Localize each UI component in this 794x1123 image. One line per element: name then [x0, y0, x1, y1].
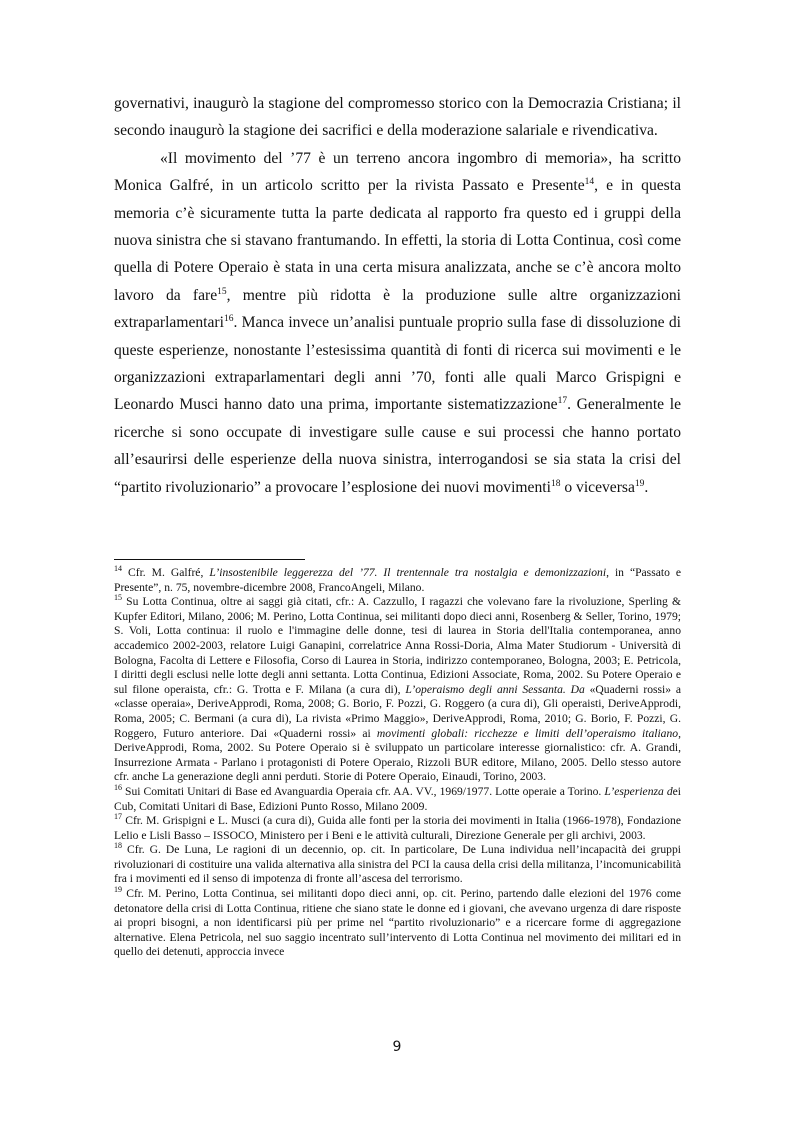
footnote-16: $^{16}$ Sui Comitati Unitari di Base ed Avanguardia Operaia cfr. AA. VV., 1969/1977. Lotte operaie a Torino. L’esperienza dei Cub, Comitati Unitari di Base, Edizioni Punto Rosso, Milano 2009.: [114, 783, 681, 813]
footnote-ref-15[interactable]: 15: [217, 286, 227, 297]
footnote-separator: [114, 559, 305, 560]
footnote-ref-14[interactable]: 14: [584, 177, 595, 188]
footnote-ref-16[interactable]: 16: [223, 314, 234, 325]
paragraph-1: governativi, inaugurò la stagione del compromesso storico con la Democrazia Cristiana; il secondo inaugurò la stagione dei sacrifici e della moderazione salariale e rivendicativa.: [114, 95, 681, 140]
page-number: 9: [392, 1039, 402, 1055]
footnote-14: $^{14}$ Cfr. M. Galfré, L’insostenibile leggerezza del ’77. Il trentennale tra nostalgia e demonizzazioni, in “Passato e Presente”, n. 75, novembre-dicembre 2008, FrancoAngeli, Milano.: [114, 564, 681, 594]
footnote-ref-17[interactable]: 17: [557, 396, 568, 407]
footnote-ref-19[interactable]: 19: [634, 478, 645, 489]
footnote-ref-18[interactable]: 18: [550, 478, 561, 489]
footnote-15: $^{15}$ Su Lotta Continua, oltre ai saggi già citati, cfr.: A. Cazzullo, I ragazzi che volevano fare la rivoluzione, Sperling & Kupfer Editori, Milano, 2006; M. Perino, Lotta Continua, sei militanti dopo dieci anni, Rosenberg & Seller, Torino, 1979; S. Voli, Lotta continua: il ruolo e l'immagine delle donne, tesi di laurea in Storia dell'Italia contemporanea, anno accademico 2002-2003, relatore Luigi Ganapini, correlatrice Anna Rossi-Doria, Alma Mater Studiorum - Università di Bologna, Facolta di Lettere e Filosofia, Corso di Laurea in Storia, indirizzo contemporaneo, Bologna, 2003; E. Petricola, I diritti degli esclusi nelle lotte degli anni settanta. Lotta Continua, Edizioni Associate, Roma, 2002. Su Potere Operaio e sul filone operaista, cfr.: G. Trotta e F. Milana (a cura di), L’operaismo degli anni Sessanta. Da «Quaderni rossi» a «classe operaia», DeriveApprodi, Roma, 2008; G. Borio, F. Pozzi, G. Roggero (a cura di), Gli operaisti, DeriveApprodi, Roma, 2005; C. Bermani (a cura di), La rivista «Primo Maggio», DeriveApprodi, Roma, 2010; G. Borio, F. Pozzi, G. Roggero, Futuro anteriore. Dai «Quaderni rossi» ai movimenti globali: ricchezze e limiti dell’operaismo italiano, DeriveApprodi, Roma, 2002. Su Potere Operaio si è sviluppato un particolare interesse giornalistico: cfr. A. Grandi, Insurrezione Armata - Parlano i protagonisti di Potere Operaio, Rizzoli BUR editore, Milano, 2005. Dello stesso autore cfr. anche La generazione degli anni perduti. Storie di Potere Operaio, Einaudi, Torino, 2003.: [114, 593, 681, 784]
paragraph-2: «Il movimento del ’77 è un terreno ancora ingombro di memoria», ha scritto Monica Galfré, in un articolo scritto per la rivista Passato e Presente$^{14}$, e in questa memoria c’è sicuramente tutta la parte dedicata al rapporto fra questo ed i gruppi della nuova sinistra che si stavano frantumando. In effetti, la storia di Lotta Continua, così come quella di Potere Operaio è stata in una certa misura analizzata, anche se c’è ancora molto lavoro da fare$^{15}$, mentre più ridotta è la produzione sulle altre organizzazioni extraparlamentari$^{16}$. Manca invece un’analisi puntuale proprio sulla fase di dissoluzione di queste esperienze, nonostante l’estesissima quantità di fonti di ricerca sui movimenti e le organizzazioni extraparlamentari degli anni ’70, fonti alle quali Marco Grispigni e Leonardo Musci hanno dato una prima, importante sistematizzazione$^{17}$. Generalmente le ricerche si sono occupate di investigare sulle cause e sui processi che hanno portato all’esaurirsi delle esperienze della nuova sinistra, interrogandosi se sia stata la crisi del “partito rivoluzionario” a provocare l’esplosione dei nuovi movimenti$^{18}$ o viceversa$^{19}$.: [114, 149, 682, 496]
footnotes: [114, 566, 681, 960]
footnote-17: $^{17}$ Cfr. M. Grispigni e L. Musci (a cura di), Guida alle fonti per la storia dei movimenti in Italia (1966-1978), Fondazione Lelio e Lisli Basso – ISSOCO, Ministero per i Beni e le attività culturali, Direzione Generale per gli archivi, 2003.: [114, 812, 681, 842]
footnote-19: $^{19}$ Cfr. M. Perino, Lotta Continua, sei militanti dopo dieci anni, op. cit. Perino, partendo dalle elezioni del 1976 come detonatore della crisi di Lotta Continua, ritiene che siano state le donne ed i giovani, che avevano urgenza di dare risposte ai propri bisogni, a non identificarsi più per prime nel “partito rivoluzionario” e a ricercare forme di aggregazione alternative. Elena Petricola, nel suo saggio incentrato sull’intervento di Lotta Continua nel movimento dei militari ed in quello dei detenuti, approccia invece: [114, 885, 681, 959]
main-text: [114, 90, 681, 501]
footnote-18: $^{18}$ Cfr. G. De Luna, Le ragioni di un decennio, op. cit. In particolare, De Luna individua nell’incapacità dei gruppi rivoluzionari di costituire una valida alternativa alla sinistra del PCI la causa della crisi della militanza, l’incomunicabilità fra i movimenti ed il senso di impotenza di fronte all’ascesa del terrorismo.: [114, 841, 681, 886]
